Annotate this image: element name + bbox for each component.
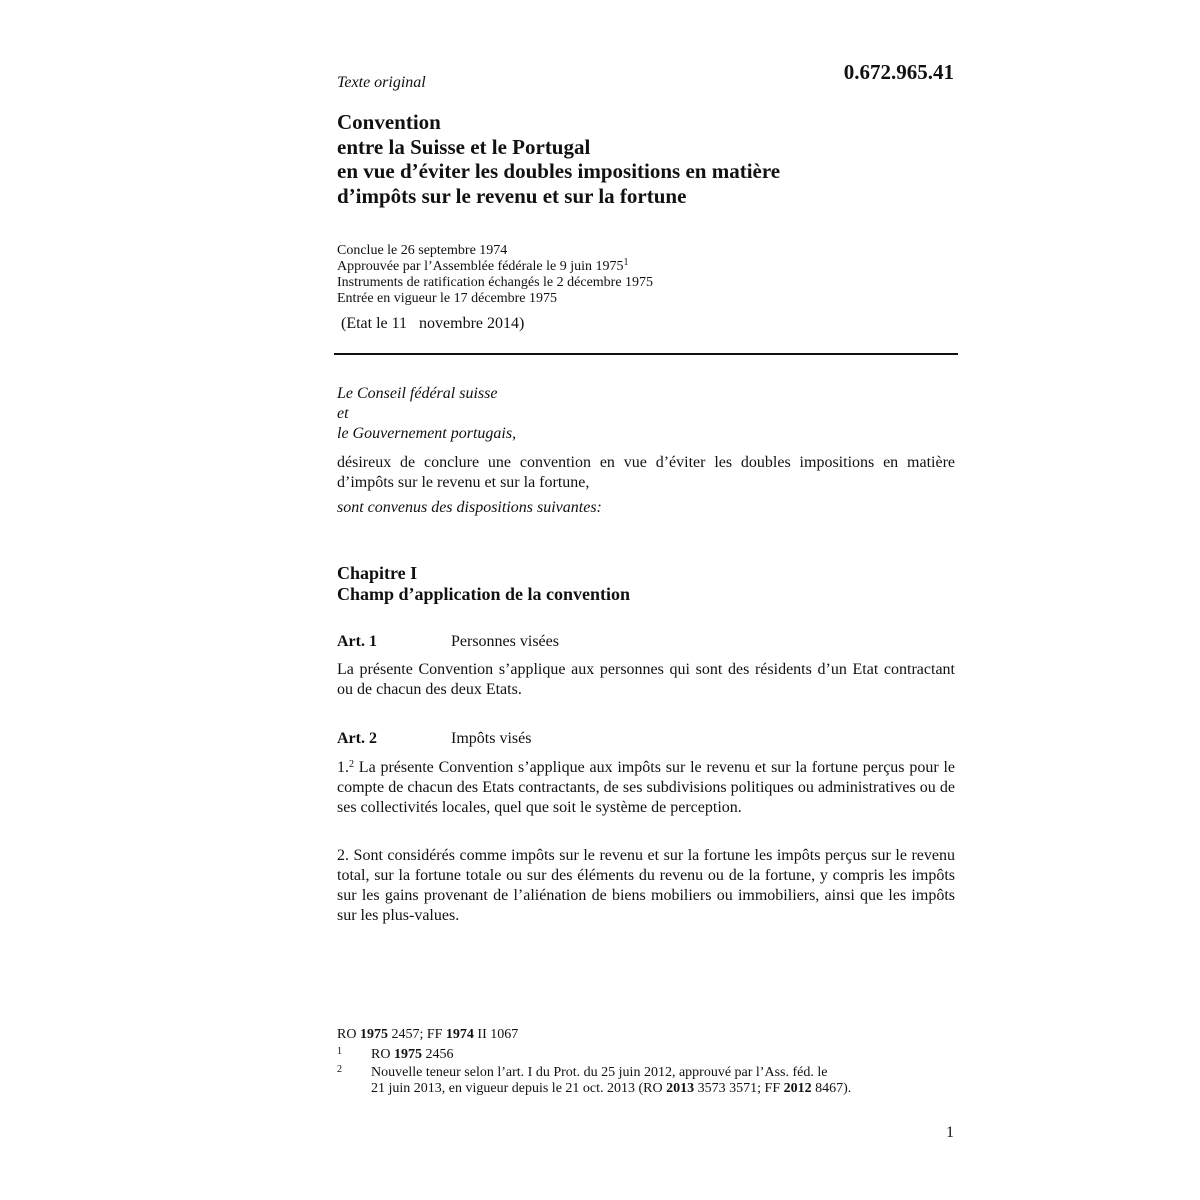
fn2-line-2-c: 3573 3571; FF [694,1081,784,1096]
party-swiss: Le Conseil fédéral suisse [337,385,498,402]
title-line: entre la Suisse et le Portugal [337,134,591,159]
article-1-number: Art. 1 [337,633,377,650]
fn2-line-2-e: 8467). [811,1081,852,1096]
ratification-date: Instruments de ratification échangés le 2 décembre 1975 [337,275,654,290]
chapter-number: Chapitre I [337,563,418,583]
chapter-heading [337,563,630,605]
footnote-2 [337,1065,957,1097]
article-1-text: La présente Convention s’applique aux personnes qui sont des résidents d’un Etat contractant ou de chacun des deux Etats. [337,661,955,698]
footnote-ref-2[interactable]: 2 [349,759,354,770]
concluded-date: Conclue le 26 septembre 1974 [337,243,508,258]
source-reference [337,1027,518,1043]
article-2-title: Impôts visés [451,730,532,747]
article-1-title: Personnes visées [451,633,559,650]
fn2-ff-year: 2012 [783,1081,812,1096]
title-line: d’impôts sur le revenu et sur la fortune [337,183,687,208]
page-number: 1 [946,1124,954,1141]
src-ro-label: RO [337,1027,360,1042]
footnote-number: 2 [337,1064,342,1075]
party-conjunction: et [337,405,349,422]
fn2-line-2-a: 21 juin 2013, en vigueur depuis le 21 oct. 2013 (RO [371,1081,667,1096]
header-divider [334,353,958,355]
paragraph-text: La présente Convention s’applique aux impôts sur le revenu et sur la fortune perçus pour le compte de chacun des Etats contractants, de ses subdivisions politiques ou administratives ou de ses collectivités locales, quel que soit le système de perception. [337,759,955,816]
preamble-desire: désireux de conclure une convention en vue d’éviter les doubles impositions en matière d’impôts sur le revenu et sur la fortune, [337,454,955,491]
chapter-title: Champ d’application de la convention [337,584,631,604]
dates-block [337,243,937,307]
fn2-line-1: Nouvelle teneur selon l’art. I du Prot. du 25 juin 2012, approuvé par l’Ass. féd. le [371,1065,828,1080]
src-ro-year: 1975 [359,1027,388,1042]
approved-text: Approuvée par l’Assemblée fédérale le 9 juin 1975 [337,259,624,274]
fn1-ref: 2456 [421,1047,454,1062]
src-ff-label: 2457; FF [387,1027,446,1042]
state-date: (Etat le 11 novembre 2014) [341,315,525,332]
document-status: Texte original [337,74,426,91]
title-line: Convention [337,110,441,134]
approved-date [337,259,937,275]
src-ff-year: 1974 [445,1027,474,1042]
fn1-ro: RO [371,1047,394,1062]
article-2-heading [337,730,531,748]
title-line: en vue d’éviter les doubles impositions en matière [337,159,781,183]
article-1-heading [337,633,559,651]
footnote-1 [337,1047,957,1063]
footnote-ref-1[interactable]: 1 [623,257,629,268]
fn2-ro-year: 2013 [666,1081,695,1096]
article-2-paragraph-1 [337,758,955,818]
footnote-text [371,1047,957,1063]
src-ff-ref: II 1067 [473,1027,519,1042]
footnote-text [371,1065,957,1097]
article-2-paragraph-2: 2. Sont considérés comme impôts sur le revenu et sur la fortune les impôts perçus sur le revenu total, sur la fortune totale ou sur des éléments du revenu ou de la fortune, y compris les impôts sur les gains provenant de l’aliénation de biens mobiliers ou immobiliers, ainsi que les impôts sur les plus-values. [337,847,955,924]
party-portugal: le Gouvernement portugais, [337,425,517,442]
footnote-number: 1 [337,1046,342,1057]
preamble-conclusion: sont convenus des dispositions suivantes: [337,499,602,516]
article-2-number: Art. 2 [337,730,377,747]
preamble-parties [337,384,516,444]
paragraph-number: 1. [337,759,349,776]
fn1-year: 1975 [393,1047,422,1062]
document-title [337,110,937,208]
systematic-number: 0.672.965.41 [843,60,954,84]
in-force-date: Entrée en vigueur le 17 décembre 1975 [337,291,558,306]
